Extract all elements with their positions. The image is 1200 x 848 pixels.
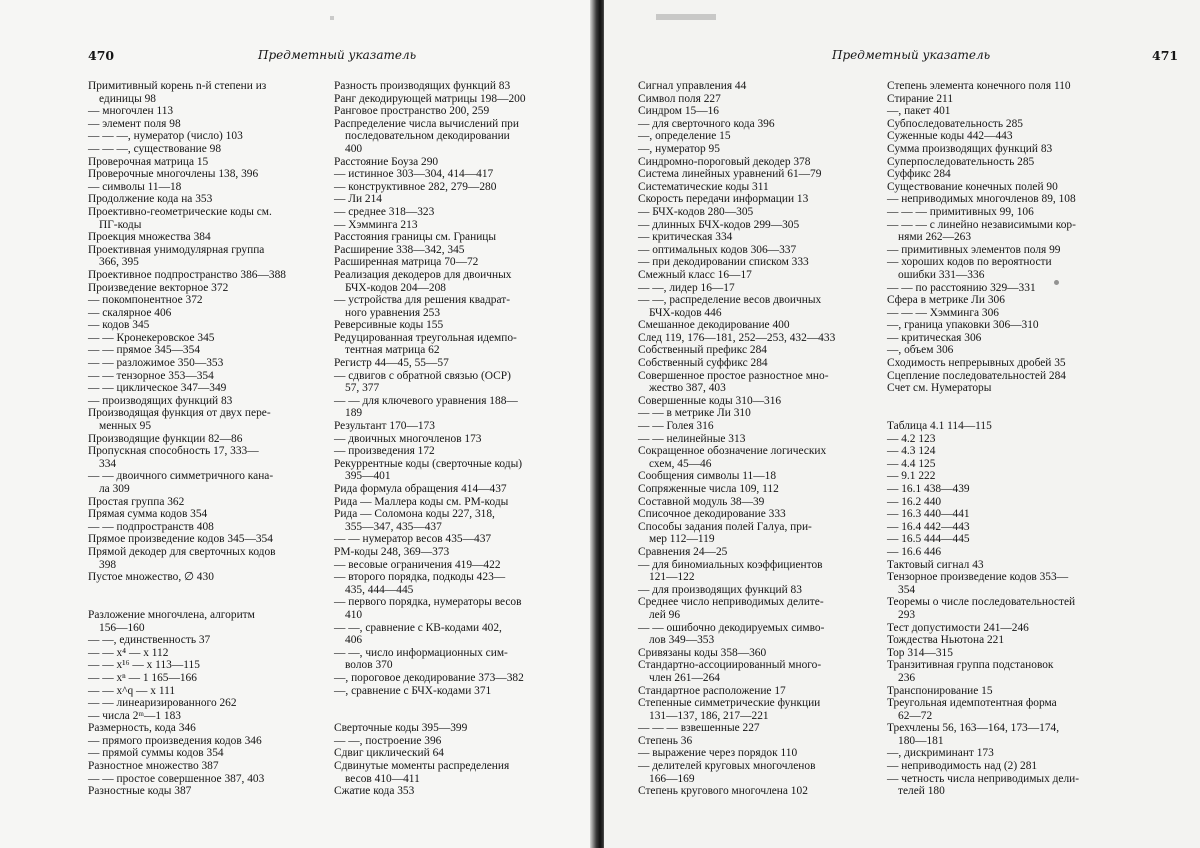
- index-entry: — — в метрике Ли 310: [638, 407, 751, 420]
- index-entry: — 4.2 123: [887, 432, 936, 445]
- index-entry: —, дискриминант 173: [887, 747, 994, 760]
- index-entry: — — x¹⁶ — x 113—115: [88, 659, 200, 672]
- index-entry: 131—137, 186, 217—221: [649, 709, 769, 722]
- index-entry: — оптимальных кодов 306—337: [638, 243, 797, 256]
- index-entry: Тактовый сигнал 43: [887, 558, 984, 571]
- index-entry: — прямого произведения кодов 346: [88, 734, 262, 747]
- index-entry: [334, 697, 572, 710]
- index-entry: — числа 2ᵐ—1 183: [88, 709, 181, 722]
- index-entry: Сигнал управления 44: [638, 80, 747, 92]
- index-entry: Регистр 44—45, 55—57: [334, 357, 449, 370]
- index-entry: — критическая 334: [638, 231, 733, 244]
- index-entry: Сходимость непрерывных дробей 35: [887, 357, 1066, 370]
- index-entry: — — ошибочно декодируемых симво-: [638, 621, 825, 634]
- index-entry: — —, единственность 37: [88, 634, 211, 647]
- index-entry: член 261—264: [649, 671, 720, 684]
- index-entry: Распределение числа вычислений при: [334, 117, 519, 130]
- index-entry: — —, сравнение с КВ-кодами 402,: [334, 621, 502, 634]
- running-head-left: Предметный указатель: [258, 48, 417, 62]
- index-entry: Проверочные многочлены 138, 396: [88, 168, 259, 181]
- index-entry: Составной модуль 38—39: [638, 495, 765, 508]
- index-entry: Скорость передачи информации 13: [638, 193, 809, 206]
- index-entry: 189: [345, 407, 363, 420]
- index-entry: Степень 36: [638, 734, 693, 747]
- index-entry: — конструктивное 282, 279—280: [334, 180, 497, 193]
- index-entry: Пустое множество, ∅ 430: [88, 571, 214, 584]
- index-entry: 398: [99, 558, 117, 571]
- index-entry: — среднее 318—323: [334, 205, 435, 218]
- index-entry: Транзитивная группа подстановок: [887, 659, 1054, 672]
- index-entry: Производящая функция от двух пере-: [88, 407, 271, 420]
- index-entry: весов 410—411: [345, 772, 420, 785]
- index-entry: — — тензорное 353—354: [88, 369, 214, 382]
- index-entry: —, объем 306: [887, 344, 954, 357]
- index-entry: мер 112—119: [649, 533, 715, 546]
- index-entry: — весовые ограничения 419—422: [334, 558, 501, 571]
- page-number-right: 471: [1152, 48, 1179, 63]
- index-entry: — — x⁴ — x 112: [88, 646, 169, 659]
- index-entry: Расстояние Боуза 290: [334, 155, 439, 168]
- index-entry: 395—401: [345, 470, 391, 483]
- index-entry: ПГ-коды: [99, 218, 142, 231]
- index-entry: Списочное декодирование 333: [638, 508, 786, 521]
- index-entry: Сцепление последовательностей 284: [887, 369, 1066, 382]
- index-entry: —, пакет 401: [887, 105, 951, 118]
- index-entry: Редуцированная треугольная идемпо-: [334, 331, 517, 344]
- index-entry: Способы задания полей Галуа, при-: [638, 520, 812, 533]
- index-entry: — Хэмминга 213: [334, 218, 418, 231]
- index-entry: — 16.6 446: [887, 545, 942, 558]
- index-entry: лей 96: [649, 608, 681, 621]
- index-entry: — 16.1 438—439: [887, 483, 970, 495]
- index-entry: 57, 377: [345, 382, 380, 395]
- index-entry: схем, 45—46: [649, 457, 712, 470]
- index-entry: ла 309: [99, 483, 130, 495]
- index-entry: Собственный префикс 284: [638, 344, 767, 357]
- index-entry: — 16.2 440: [887, 495, 942, 508]
- index-entry: — —, лидер 16—17: [638, 281, 735, 294]
- index-entry: — кодов 345: [88, 319, 150, 332]
- index-entry: — производящих функций 83: [88, 394, 233, 407]
- index-column: [88, 80, 326, 798]
- index-entry: 236: [898, 671, 916, 684]
- index-entry: Сокращенное обозначение логических: [638, 445, 827, 458]
- index-entry: 121—122: [649, 571, 695, 584]
- index-entry: — — простое совершенное 387, 403: [88, 772, 265, 785]
- index-entry: Степень кругового многочлена 102: [638, 785, 808, 798]
- index-entry: Рида формула обращения 414—437: [334, 483, 507, 495]
- index-entry: Субпоследовательность 285: [887, 117, 1024, 130]
- index-entry: Произведение векторное 372: [88, 281, 229, 294]
- index-entry: 400: [345, 142, 363, 155]
- index-entry: Сообщения символы 11—18: [638, 470, 777, 483]
- index-entry: — хороших кодов по вероятности: [887, 256, 1052, 269]
- index-entry: — — —, существование 98: [88, 142, 222, 155]
- index-entry: — — — взвешенные 227: [638, 722, 760, 735]
- index-entry: Трехчлены 56, 163—164, 173—174,: [887, 722, 1060, 735]
- index-entry: — для сверточного кода 396: [638, 117, 775, 130]
- index-entry: тентная матрица 62: [345, 344, 440, 357]
- index-entry: Реверсивные коды 155: [334, 319, 444, 332]
- index-entry: — — для ключевого уравнения 188—: [334, 394, 518, 407]
- index-entry: — критическая 306: [887, 331, 982, 344]
- index-entry: Система линейных уравнений 61—79: [638, 168, 822, 181]
- index-entry: — 4.3 124: [887, 445, 936, 458]
- index-entry: — — подпространств 408: [88, 520, 214, 533]
- index-entry: — при декодировании списком 333: [638, 256, 809, 269]
- index-entry: Пропускная способность 17, 333—: [88, 445, 259, 458]
- index-entry: [887, 395, 1125, 408]
- index-entry: Примитивный корень n-й степени из: [88, 80, 267, 92]
- index-entry: [88, 596, 326, 609]
- index-entry: — 16.4 442—443: [887, 520, 970, 533]
- index-entry: 334: [99, 457, 117, 470]
- index-entry: РМ-коды 248, 369—373: [334, 545, 450, 558]
- index-entry: последовательном декодировании: [345, 130, 510, 143]
- index-column: [638, 80, 876, 798]
- index-entry: Тест допустимости 241—246: [887, 621, 1029, 634]
- index-entry: — примитивных элементов поля 99: [887, 243, 1061, 256]
- index-column: [887, 80, 1125, 798]
- index-entry: Прямое произведение кодов 345—354: [88, 533, 273, 546]
- index-entry: — для производящих функций 83: [638, 583, 802, 596]
- index-entry: — — двоичного симметричного кана-: [88, 470, 274, 483]
- index-entry: ного уравнения 253: [345, 306, 441, 319]
- index-entry: Суффикс 284: [887, 168, 951, 181]
- index-entry: жество 387, 403: [649, 382, 726, 395]
- index-entry: Счет см. Нумераторы: [887, 382, 992, 395]
- index-entry: Существование конечных полей 90: [887, 180, 1058, 193]
- index-entry: — сдвигов с обратной связью (ОСР): [334, 369, 511, 382]
- index-entry: менных 95: [99, 420, 152, 433]
- index-entry: Рида — Соломона коды 227, 318,: [334, 508, 495, 521]
- index-entry: —, определение 15: [638, 130, 731, 143]
- index-entry: — прямой суммы кодов 354: [88, 747, 224, 760]
- right-page: [604, 0, 1200, 848]
- index-entry: Разность производящих функций 83: [334, 80, 511, 92]
- index-entry: 166—169: [649, 772, 695, 785]
- index-entry: Проекция множества 384: [88, 231, 211, 244]
- index-entry: — Ли 214: [334, 193, 382, 206]
- index-entry: Простая группа 362: [88, 495, 185, 508]
- index-entry: Суперпоследовательность 285: [887, 155, 1035, 168]
- index-entry: Ранг декодирующей матрицы 198—200: [334, 92, 526, 105]
- index-entry: — — нумератор весов 435—437: [334, 533, 492, 546]
- index-entry: Сжатие кода 353: [334, 785, 415, 798]
- index-entry: Сдвиг циклический 64: [334, 747, 444, 760]
- index-entry: —, нумератор 95: [638, 142, 720, 155]
- index-entry: — 16.5 444—445: [887, 533, 970, 546]
- index-entry: Сумма производящих функций 83: [887, 142, 1053, 155]
- index-entry: — 4.4 125: [887, 457, 936, 470]
- scan-noise: [656, 14, 716, 20]
- index-entry: — четность числа неприводимых дели-: [887, 772, 1080, 785]
- index-entry: —, сравнение с БЧХ-кодами 371: [334, 684, 492, 697]
- index-entry: — —, распределение весов двоичных: [638, 294, 822, 307]
- index-entry: Прямая сумма кодов 354: [88, 508, 208, 521]
- index-entry: — неприводимость над (2) 281: [887, 760, 1038, 773]
- index-entry: Таблица 4.1 114—115: [887, 420, 992, 433]
- index-entry: — —, число информационных сим-: [334, 646, 508, 659]
- index-entry: 406: [345, 634, 363, 647]
- index-entry: нями 262—263: [898, 231, 972, 244]
- index-entry: — БЧХ-кодов 280—305: [638, 205, 754, 218]
- index-entry: 410: [345, 608, 363, 621]
- index-entry: Среднее число неприводимых делите-: [638, 596, 824, 609]
- index-entry: Реализация декодеров для двоичных: [334, 268, 512, 281]
- index-entry: — истинное 303—304, 414—417: [334, 168, 494, 181]
- scan-noise: [330, 16, 334, 20]
- index-entry: — — разложимое 350—353: [88, 357, 224, 370]
- index-entry: — устройства для решения квадрат-: [334, 294, 511, 307]
- index-entry: Сфера в метрике Ли 306: [887, 294, 1005, 307]
- index-entry: — — xⁿ — 1 165—166: [88, 671, 197, 684]
- index-entry: Расширение 338—342, 345: [334, 243, 465, 256]
- index-entry: След 119, 176—181, 252—253, 432—433: [638, 331, 836, 344]
- index-entry: — — — с линейно независимыми кор-: [887, 218, 1076, 231]
- index-entry: Проективная унимодулярная группа: [88, 243, 265, 256]
- index-entry: Разложение многочлена, алгоритм: [88, 608, 255, 621]
- index-entry: Проверочная матрица 15: [88, 155, 209, 168]
- index-entry: Результант 170—173: [334, 420, 435, 433]
- index-entry: Теоремы о числе последовательностей: [887, 596, 1076, 609]
- index-entry: — двоичных многочленов 173: [334, 432, 482, 445]
- index-entry: Совершенные коды 310—316: [638, 394, 782, 407]
- index-entry: — второго порядка, подкоды 423—: [334, 571, 506, 584]
- index-entry: — — прямое 345—354: [88, 344, 201, 357]
- index-entry: — —, построение 396: [334, 734, 442, 747]
- index-entry: — элемент поля 98: [88, 117, 181, 130]
- index-entry: 435, 444—445: [345, 583, 414, 596]
- index-entry: [88, 584, 326, 597]
- page-number-left: 470: [88, 48, 115, 63]
- index-entry: Систематические коды 311: [638, 180, 769, 193]
- scan-noise: [1054, 280, 1059, 285]
- index-entry: ошибки 331—336: [898, 268, 985, 281]
- index-entry: Размерность, кода 346: [88, 722, 196, 735]
- index-entry: Разностное множество 387: [88, 760, 219, 773]
- index-entry: [334, 710, 572, 723]
- index-entry: Синдромно-пороговый декодер 378: [638, 155, 811, 168]
- index-entry: лов 349—353: [649, 634, 715, 647]
- index-entry: — — Голея 316: [638, 420, 714, 433]
- index-entry: Стандартное расположение 17: [638, 684, 786, 697]
- index-entry: — делителей круговых многочленов: [638, 760, 816, 773]
- index-entry: Тор 314—315: [887, 646, 953, 659]
- index-entry: Символ поля 227: [638, 92, 721, 105]
- index-entry: Сдвинутые моменты распределения: [334, 760, 510, 773]
- index-entry: Расширенная матрица 70—72: [334, 256, 479, 269]
- index-entry: Смежный класс 16—17: [638, 268, 752, 281]
- index-entry: Расстояния границы см. Границы: [334, 231, 497, 244]
- index-entry: — скалярное 406: [88, 306, 172, 319]
- index-entry: — — нелинейные 313: [638, 432, 746, 445]
- index-entry: — символы 11—18: [88, 180, 182, 193]
- index-entry: 180—181: [898, 734, 944, 747]
- index-entry: — — линеаризированного 262: [88, 697, 237, 710]
- index-entry: — — — примитивных 99, 106: [887, 205, 1034, 218]
- index-entry: Продолжение кода на 353: [88, 193, 213, 206]
- index-entry: Сравнения 24—25: [638, 545, 728, 558]
- index-entry: Совершенное простое разностное мно-: [638, 369, 829, 382]
- index-entry: 354: [898, 583, 916, 596]
- index-entry: волов 370: [345, 659, 393, 672]
- index-entry: [887, 407, 1125, 420]
- index-entry: Транспонирование 15: [887, 684, 993, 697]
- index-entry: —, граница упаковки 306—310: [887, 319, 1039, 332]
- index-entry: БЧХ-кодов 446: [649, 306, 722, 319]
- index-entry: — — x^q — x 111: [88, 684, 176, 697]
- index-entry: 366, 395: [99, 256, 139, 269]
- running-head-right: Предметный указатель: [832, 48, 991, 62]
- index-entry: Степень элемента конечного поля 110: [887, 80, 1071, 92]
- index-entry: Суженные коды 442—443: [887, 130, 1013, 143]
- index-entry: Сверточные коды 395—399: [334, 722, 468, 735]
- index-entry: Тождества Ньютона 221: [887, 634, 1005, 647]
- index-entry: Проективно-геометрические коды см.: [88, 205, 272, 218]
- index-entry: Прямой декодер для сверточных кодов: [88, 545, 276, 558]
- index-entry: Сривязаны коды 358—360: [638, 646, 767, 659]
- index-entry: — покомпонентное 372: [88, 294, 203, 307]
- index-entry: Производящие функции 82—86: [88, 432, 243, 445]
- index-entry: — — — Хэмминга 306: [887, 306, 999, 319]
- index-entry: — выражение через порядок 110: [638, 747, 798, 760]
- index-entry: Рекуррентные коды (сверточные коды): [334, 457, 523, 470]
- index-entry: 293: [898, 608, 916, 621]
- index-entry: БЧХ-кодов 204—208: [345, 281, 446, 294]
- index-entry: — 16.3 440—441: [887, 508, 970, 521]
- index-entry: Степенные симметрические функции: [638, 697, 821, 710]
- index-entry: Разностные коды 387: [88, 785, 192, 798]
- index-entry: 156—160: [99, 621, 145, 634]
- index-entry: — первого порядка, нумераторы весов: [334, 596, 522, 609]
- index-entry: —, пороговое декодирование 373—382: [334, 671, 524, 684]
- index-entry: единицы 98: [99, 92, 156, 105]
- index-entry: Проективное подпространство 386—388: [88, 268, 286, 281]
- index-entry: — произведения 172: [334, 445, 435, 458]
- index-entry: Собственный суффикс 284: [638, 357, 768, 370]
- index-entry: Стандартно-ассоциированный много-: [638, 659, 822, 672]
- index-entry: Стирание 211: [887, 92, 954, 105]
- index-entry: — длинных БЧХ-кодов 299—305: [638, 218, 800, 231]
- index-entry: — неприводимых многочленов 89, 108: [887, 193, 1076, 206]
- index-entry: Ранговое пространство 200, 259: [334, 105, 490, 118]
- index-entry: Сопряженные числа 109, 112: [638, 483, 779, 495]
- index-entry: — — —, нумератор (число) 103: [88, 130, 243, 143]
- index-entry: Тензорное произведение кодов 353—: [887, 571, 1069, 584]
- index-entry: 355—347, 435—437: [345, 520, 442, 533]
- index-entry: телей 180: [898, 785, 945, 798]
- index-entry: — для биномиальных коэффициентов: [638, 558, 823, 571]
- index-column: [334, 80, 572, 798]
- index-entry: — — Кронекеровское 345: [88, 331, 215, 344]
- index-entry: 62—72: [898, 709, 933, 722]
- index-entry: — многочлен 113: [88, 105, 174, 118]
- index-entry: Треугольная идемпотентная форма: [887, 697, 1057, 710]
- left-page: [0, 0, 596, 848]
- index-entry: Синдром 15—16: [638, 105, 719, 118]
- index-entry: — — циклическое 347—349: [88, 382, 227, 395]
- index-entry: — — по расстоянию 329—331: [887, 281, 1036, 294]
- index-entry: — 9.1 222: [887, 470, 936, 483]
- index-entry: Рида — Маллера коды см. РМ-коды: [334, 495, 509, 508]
- index-entry: Смешанное декодирование 400: [638, 319, 790, 332]
